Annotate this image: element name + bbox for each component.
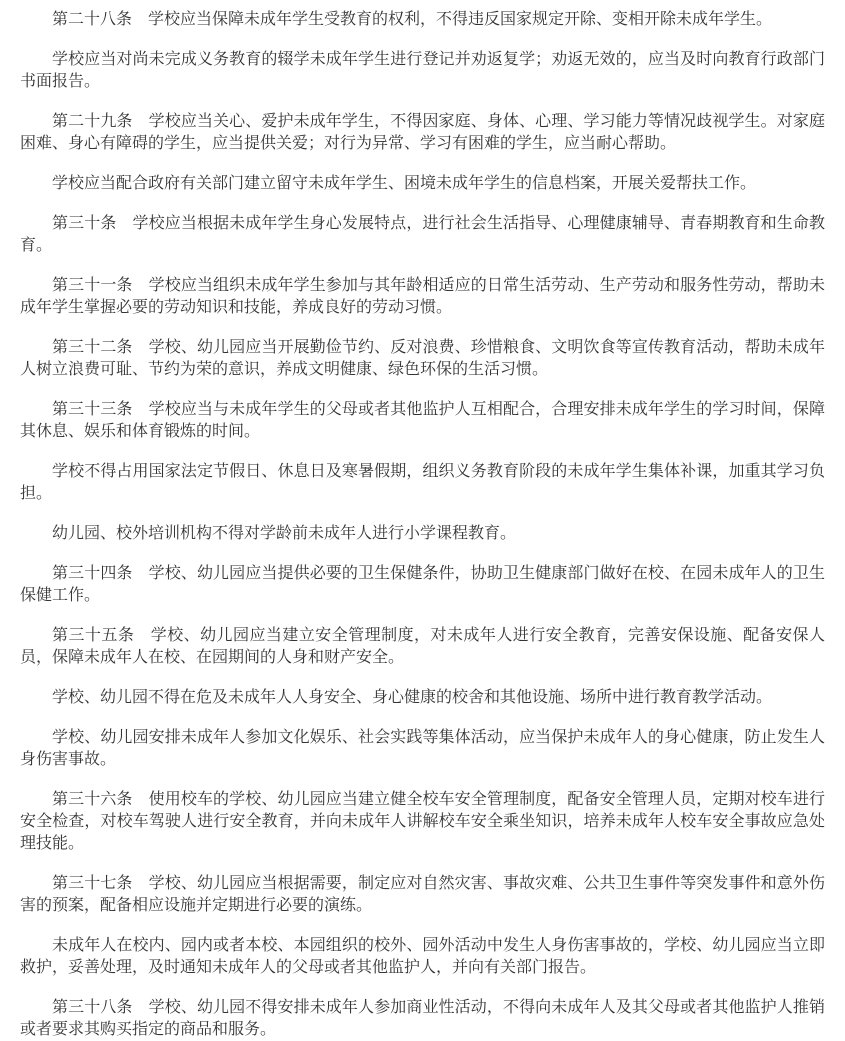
law-paragraph: 第三十五条 学校、幼儿园应当建立安全管理制度，对未成年人进行安全教育，完善安保设施、配备安保人员，保障未成年人在校、在园期间的人身和财产安全。 [20,627,825,666]
law-paragraph: 第三十三条 学校应当与未成年学生的父母或者其他监护人互相配合，合理安排未成年学生的学习时间，保障其休息、娱乐和体育锻炼的时间。 [20,401,825,440]
law-paragraph: 第二十八条 学校应当保障未成年学生受教育的权利，不得违反国家规定开除、变相开除未成年学生。 [52,11,773,28]
law-paragraph: 未成年人在校内、园内或者本校、本园组织的校外、园外活动中发生人身伤害事故的，学校、幼儿园应当立即救护，妥善处理，及时通知未成年人的父母或者其他监护人，并向有关部门报告。 [20,937,825,976]
law-paragraph: 第三十二条 学校、幼儿园应当开展勤俭节约、反对浪费、珍惜粮食、文明饮食等宣传教育活动，帮助未成年人树立浪费可耻、节约为荣的意识，养成文明健康、绿色环保的生活习惯。 [20,339,825,378]
law-paragraph: 第二十九条 学校应当关心、爱护未成年学生，不得因家庭、身体、心理、学习能力等情况歧视学生。对家庭困难、身心有障碍的学生，应当提供关爱；对行为异常、学习有困难的学生，应当耐心帮助。 [20,113,825,152]
law-paragraph: 第三十条 学校应当根据未成年学生身心发展特点，进行社会生活指导、心理健康辅导、青春期教育和生命教育。 [20,215,825,254]
law-paragraph: 学校、幼儿园安排未成年人参加文化娱乐、社会实践等集体活动，应当保护未成年人的身心健康，防止发生人身伤害事故。 [20,729,825,768]
law-paragraph: 第三十四条 学校、幼儿园应当提供必要的卫生保健条件，协助卫生健康部门做好在校、在园未成年人的卫生保健工作。 [20,565,825,604]
law-text-body [20,9,825,1041]
law-paragraph: 学校、幼儿园不得在危及未成年人人身安全、身心健康的校舍和其他设施、场所中进行教育教学活动。 [52,689,773,706]
law-paragraph: 学校应当配合政府有关部门建立留守未成年学生、困境未成年学生的信息档案，开展关爱帮扶工作。 [52,175,757,192]
law-paragraph: 第三十八条 学校、幼儿园不得安排未成年人参加商业性活动，不得向未成年人及其父母或者其他监护人推销或者要求其购买指定的商品和服务。 [20,999,825,1038]
law-paragraph: 学校应当对尚未完成义务教育的辍学未成年学生进行登记并劝返复学；劝返无效的，应当及时向教育行政部门书面报告。 [20,51,825,90]
law-paragraph: 第三十六条 使用校车的学校、幼儿园应当建立健全校车安全管理制度，配备安全管理人员，定期对校车进行安全检查，对校车驾驶人进行安全教育，并向未成年人讲解校车安全乘坐知识，培养未成年人校车安全事故应急处理技能。 [20,791,825,852]
law-paragraph: 幼儿园、校外培训机构不得对学龄前未成年人进行小学课程教育。 [52,525,517,542]
law-paragraph: 学校不得占用国家法定节假日、休息日及寒暑假期，组织义务教育阶段的未成年学生集体补课，加重其学习负担。 [20,463,825,502]
law-paragraph: 第三十七条 学校、幼儿园应当根据需要，制定应对自然灾害、事故灾难、公共卫生事件等突发事件和意外伤害的预案，配备相应设施并定期进行必要的演练。 [20,875,825,914]
law-paragraph: 第三十一条 学校应当组织未成年学生参加与其年龄相适应的日常生活劳动、生产劳动和服务性劳动，帮助未成年学生掌握必要的劳动知识和技能，养成良好的劳动习惯。 [20,277,825,316]
